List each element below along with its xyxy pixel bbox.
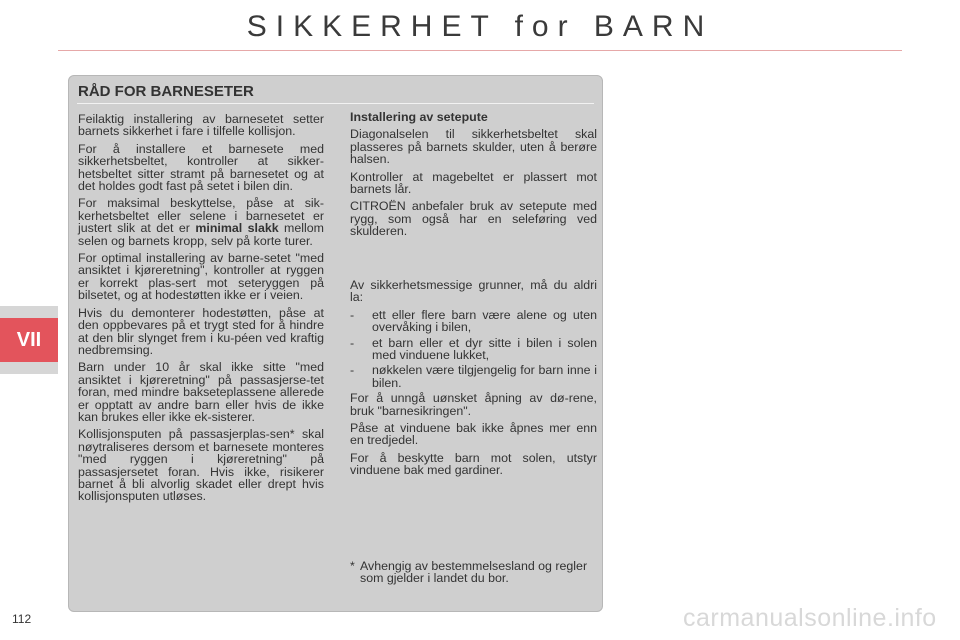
watermark: carmanualsonline.info bbox=[683, 604, 937, 632]
list-dash: - bbox=[350, 363, 355, 378]
paragraph: For å unngå uønsket åpning av dø-rene, bruk "barnesikringen". bbox=[350, 391, 597, 418]
footnote bbox=[350, 560, 597, 585]
list-dash: - bbox=[350, 335, 355, 350]
footnote-marker: * bbox=[350, 559, 355, 573]
panel-title: RÅD FOR BARNESETER bbox=[78, 83, 254, 100]
list-item bbox=[350, 337, 597, 362]
paragraph: For optimal installering av barne-setet "med ansiktet i kjøreretning", kontroller at ryggen er korrekt plas-sert mot seteryggen på bilsetet, og at hodestøtten ikke er i veien. bbox=[78, 251, 324, 303]
paragraph: Påse at vinduene bak ikke åpnes mer enn en tredjedel. bbox=[350, 421, 597, 448]
paragraph: Feilaktig installering av barnesetet setter barnets sikkerhet i fare i tilfelle kollisjon. bbox=[78, 112, 324, 139]
footnote-text: Avhengig av bestemmelsesland og regler som gjelder i landet du bor. bbox=[360, 559, 588, 586]
list-item-text: nøkkelen være tilgjengelig for barn inne i bilen. bbox=[372, 363, 597, 390]
emphasis-text: minimal slakk bbox=[195, 221, 279, 236]
title-divider bbox=[58, 50, 902, 51]
list-item bbox=[350, 309, 597, 334]
list-item-text: ett eller flere barn være alene og uten overvåking i bilen, bbox=[372, 307, 597, 335]
paragraph: For å beskytte barn mot solen, utstyr vinduene bak med gardiner. bbox=[350, 450, 597, 478]
panel-divider bbox=[77, 103, 594, 104]
right-column-middle bbox=[350, 279, 597, 482]
paragraph: Kontroller at magebeltet er plassert mot barnets lår. bbox=[350, 169, 597, 197]
paragraph: Av sikkerhetsmessige grunner, må du aldri la: bbox=[350, 278, 597, 305]
right-column-top bbox=[350, 111, 597, 243]
page-title: SIKKERHET for BARN bbox=[246, 10, 714, 43]
paragraph: Barn under 10 år skal ikke sitte "med ansiktet i kjøreretning" på passasjerse-tet foran, med mindre bakseteplassene allerede er opptatt av andre barn eller hvis de ikke kan brukes eller ikke ek-sisterer. bbox=[78, 360, 324, 424]
list-item bbox=[350, 364, 597, 389]
advice-panel bbox=[68, 75, 603, 612]
paragraph: CITROËN anbefaler bruk av setepute med rygg, som også har en seleføring ved skulderen. bbox=[350, 199, 597, 239]
left-column bbox=[78, 113, 324, 508]
paragraph: Kollisjonsputen på passasjerplas-sen* skal nøytraliseres dersom et barnesete monteres "med ryggen i kjøreretning" på passasjersetet foran. Hvis ikke, risikerer barnet å bli alvorlig skadet eller drept hvis kollisjonsputen utløses. bbox=[78, 427, 324, 504]
chapter-tab[interactable] bbox=[0, 306, 58, 374]
paragraph: Hvis du demonterer hodestøtten, påse at den oppbevares på et trygt sted for å hindre at den blir slynget frem i ku-péen ved kraftig nedbremsing. bbox=[78, 305, 324, 357]
list-dash: - bbox=[350, 307, 355, 322]
list-item-text: et barn eller et dyr sitte i bilen i solen med vinduene lukket, bbox=[372, 335, 597, 363]
paragraph bbox=[78, 197, 324, 247]
page-number: 112 bbox=[12, 612, 32, 626]
paragraph: Diagonalselen til sikkerhetsbeltet skal plasseres på barnets skulder, uten å berøre halsen. bbox=[350, 127, 597, 167]
section-heading: Installering av setepute bbox=[350, 110, 488, 124]
chapter-tab-label: VII bbox=[0, 318, 58, 362]
paragraph: For å installere et barnesete med sikkerhetsbeltet, kontroller at sikker-hetsbeltet sitter stramt på barnesetet og at det holdes godt fast på setet i bilen din. bbox=[78, 141, 324, 194]
paragraph-text: mellom selen og barnets kropp, selv på korte turer. bbox=[78, 221, 324, 248]
paragraph-text: For maksimal beskyttelse, påse at sik-kerhetsbeltet eller selene i barnesetet er justert slik at det er bbox=[78, 196, 324, 236]
